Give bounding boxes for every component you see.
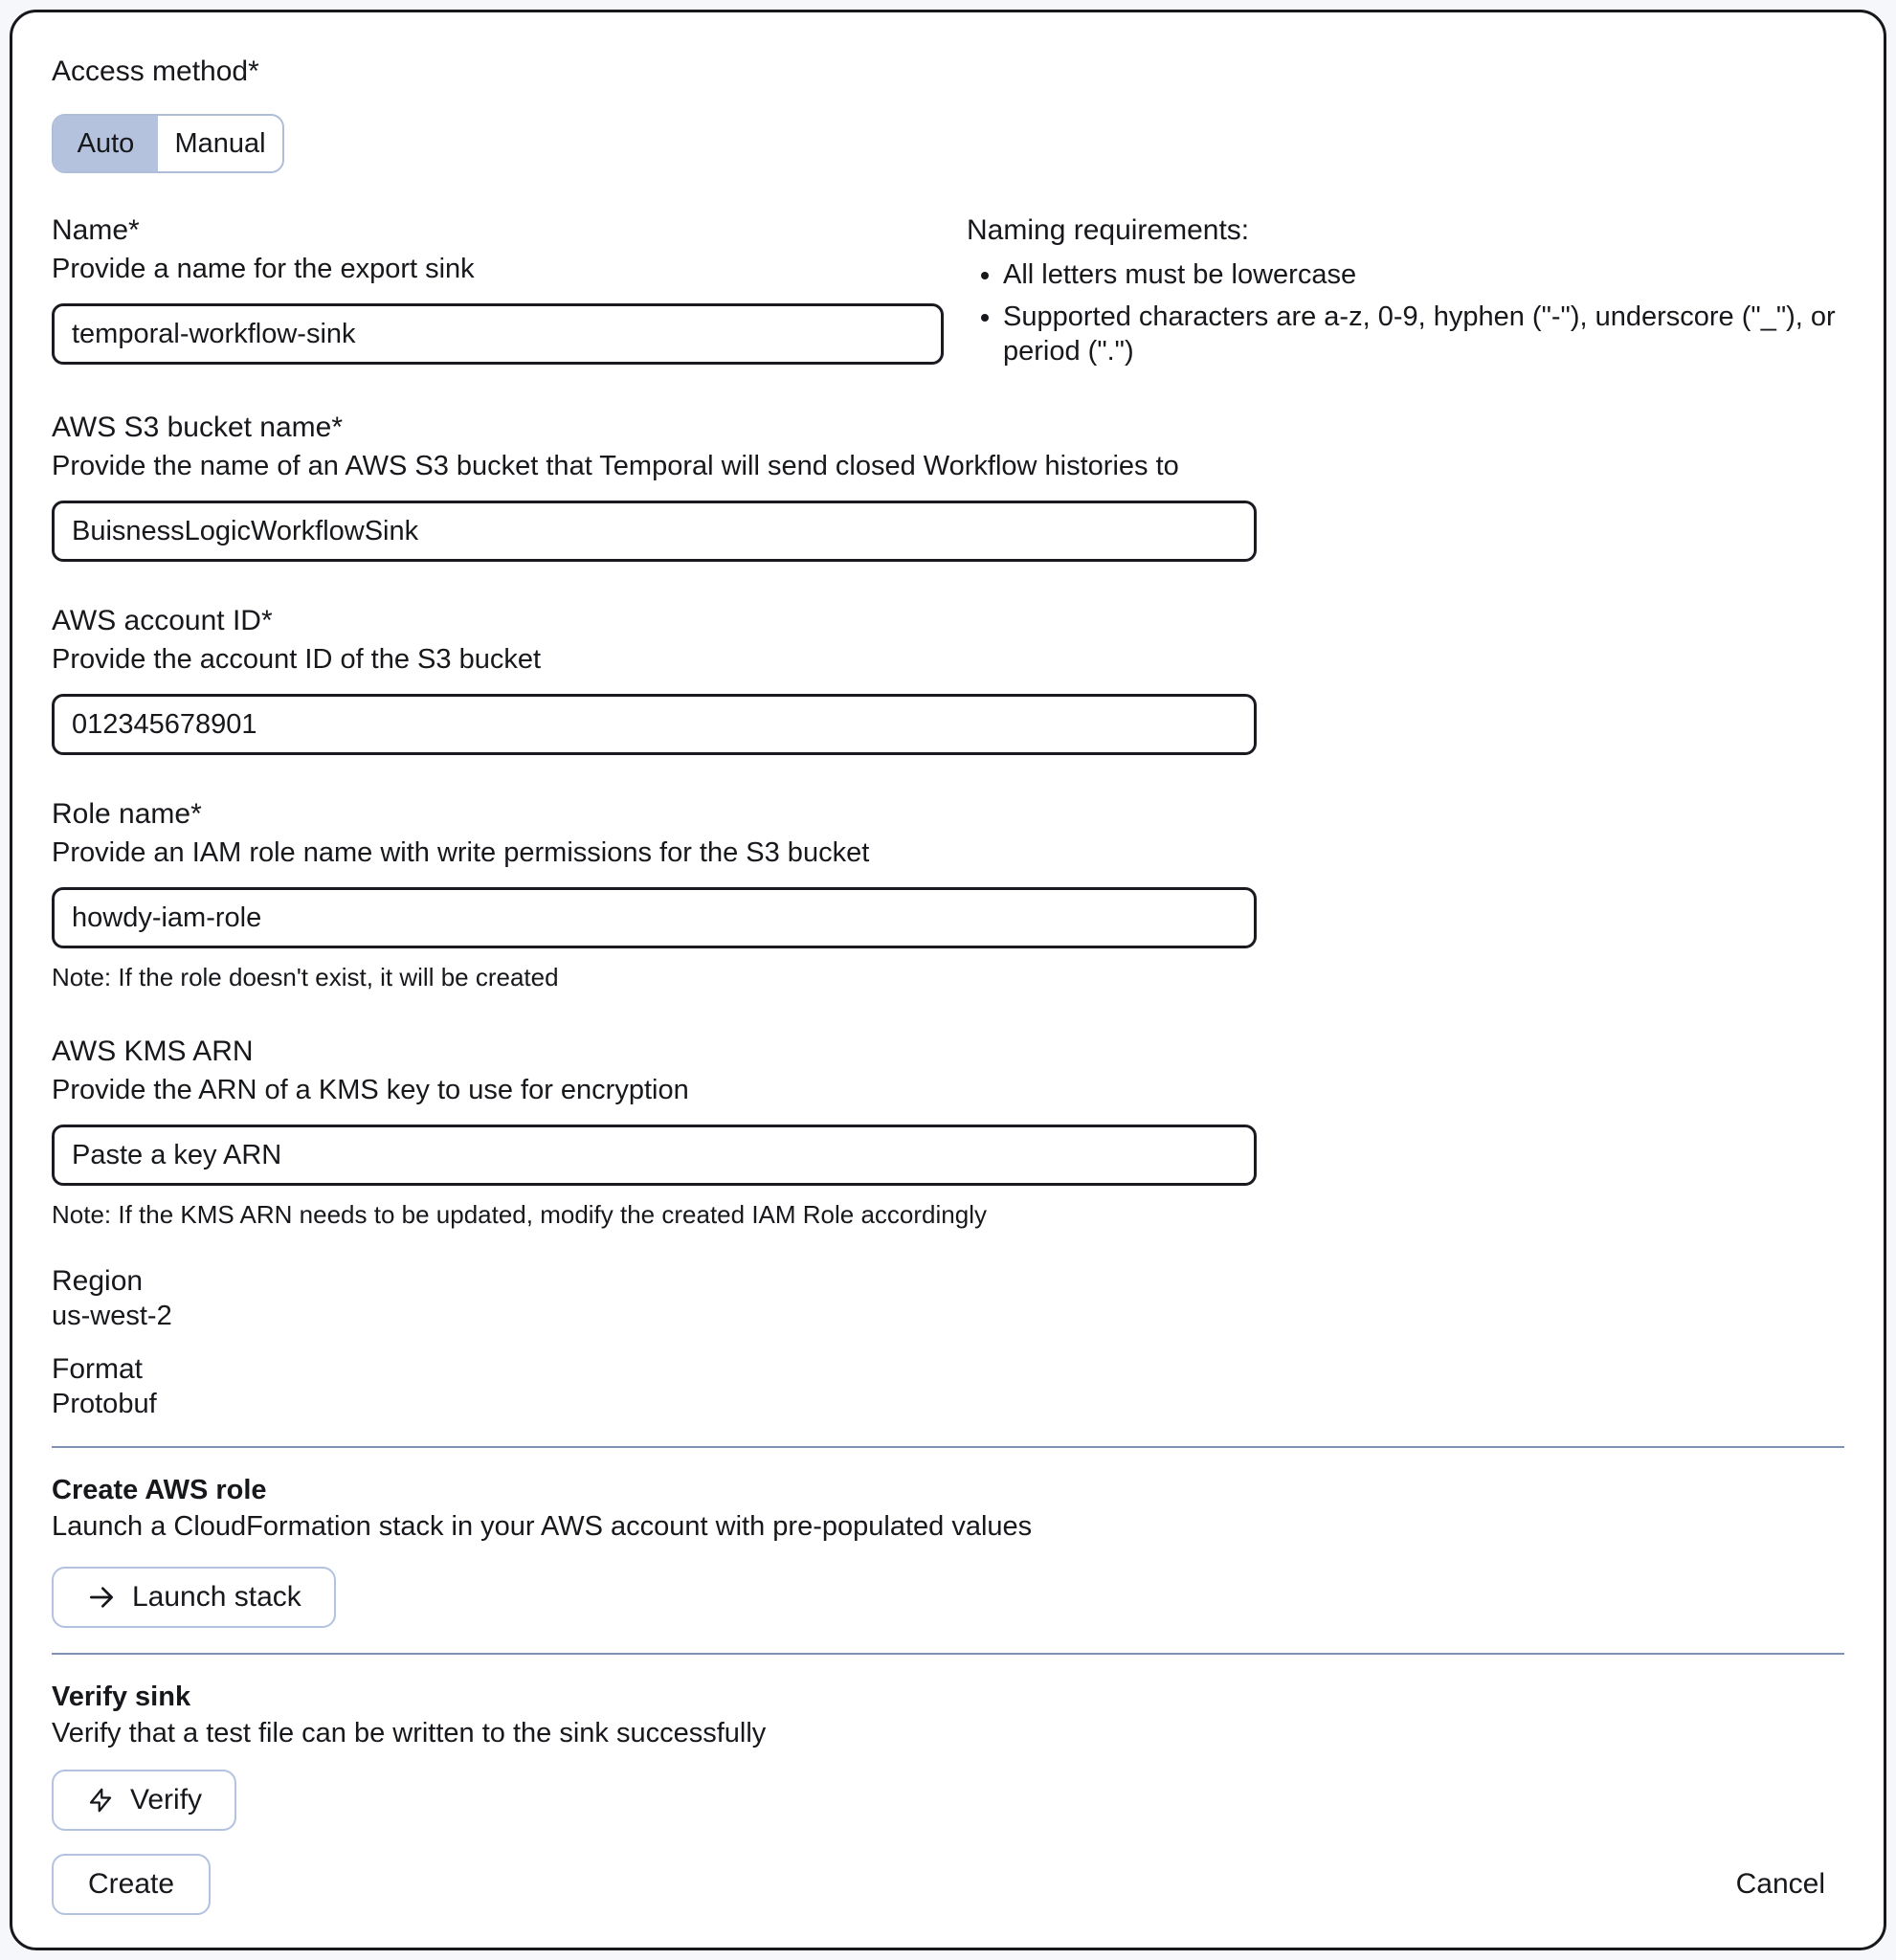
access-method-label: Access method* [52, 56, 259, 87]
verify-sink-section [52, 1680, 1844, 1831]
format-value: Protobuf [52, 1389, 157, 1419]
role-description: Provide an IAM role name with write permissions for the S3 bucket [52, 837, 870, 868]
format-label: Format [52, 1353, 144, 1385]
access-method-option-manual[interactable] [158, 116, 282, 171]
lightning-bolt-icon [86, 1786, 115, 1815]
kms-description: Provide the ARN of a KMS key to use for encryption [52, 1075, 689, 1105]
section-divider [52, 1446, 1844, 1448]
export-sink-form-panel [10, 10, 1886, 1950]
launch-stack-button[interactable] [52, 1567, 336, 1628]
access-method-toggle [52, 114, 284, 173]
bucket-label: AWS S3 bucket name* [52, 412, 344, 443]
arrow-right-icon [86, 1582, 117, 1613]
account-description: Provide the account ID of the S3 bucket [52, 644, 542, 675]
region-block [52, 1264, 1844, 1333]
role-input[interactable] [52, 887, 1257, 948]
naming-requirement-item: • All letters must be lowercase [1003, 257, 1850, 292]
account-label: AWS account ID* [52, 605, 273, 636]
kms-input[interactable] [52, 1125, 1257, 1186]
form-actions [52, 1854, 1844, 1915]
role-note: Note: If the role doesn't exist, it will be created [52, 963, 559, 991]
kms-label: AWS KMS ARN [52, 1036, 254, 1067]
verify-button-label: Verify [130, 1784, 203, 1815]
create-aws-role-description: Launch a CloudFormation stack in your AWS account with pre-populated values [52, 1511, 1033, 1542]
bucket-description: Provide the name of an AWS S3 bucket that Temporal will send closed Workflow histories to [52, 451, 1179, 481]
naming-requirements-title: Naming requirements: [967, 214, 1250, 246]
access-method-option-auto[interactable] [54, 116, 158, 171]
account-field-group [52, 604, 1844, 755]
name-label: Name* [52, 214, 140, 246]
name-field-group [52, 213, 944, 368]
cancel-button[interactable] [1736, 1868, 1825, 1901]
section-divider [52, 1653, 1844, 1655]
create-aws-role-title: Create AWS role [52, 1475, 267, 1505]
bucket-field-group [52, 411, 1844, 562]
verify-sink-description: Verify that a test file can be written to the sink successfully [52, 1718, 767, 1748]
name-and-requirements-row [52, 213, 1844, 368]
naming-requirement-item: • Supported characters are a-z, 0-9, hyphen ("-"), underscore ("_"), or period (".") [1003, 300, 1850, 368]
account-input[interactable] [52, 694, 1257, 755]
kms-note: Note: If the KMS ARN needs to be updated, modify the created IAM Role accordingly [52, 1200, 987, 1229]
role-field-group [52, 797, 1844, 992]
region-label: Region [52, 1265, 144, 1297]
kms-field-group [52, 1035, 1844, 1230]
create-aws-role-section [52, 1473, 1844, 1628]
launch-stack-button-label: Launch stack [132, 1581, 301, 1613]
access-method-option-auto-label: Auto [77, 127, 135, 159]
format-block [52, 1352, 1844, 1421]
naming-requirements-list [967, 257, 1850, 368]
region-value: us-west-2 [52, 1301, 172, 1331]
create-button[interactable] [52, 1854, 211, 1915]
role-label: Role name* [52, 798, 202, 830]
cancel-button-label: Cancel [1735, 1868, 1825, 1900]
bucket-input[interactable] [52, 501, 1257, 562]
name-description: Provide a name for the export sink [52, 254, 475, 284]
name-input[interactable] [52, 303, 944, 365]
naming-requirements [967, 213, 1850, 368]
verify-sink-title: Verify sink [52, 1682, 191, 1712]
region-format-group [52, 1264, 1844, 1421]
verify-button[interactable] [52, 1770, 236, 1831]
access-method-option-manual-label: Manual [174, 127, 266, 159]
create-button-label: Create [88, 1868, 175, 1900]
